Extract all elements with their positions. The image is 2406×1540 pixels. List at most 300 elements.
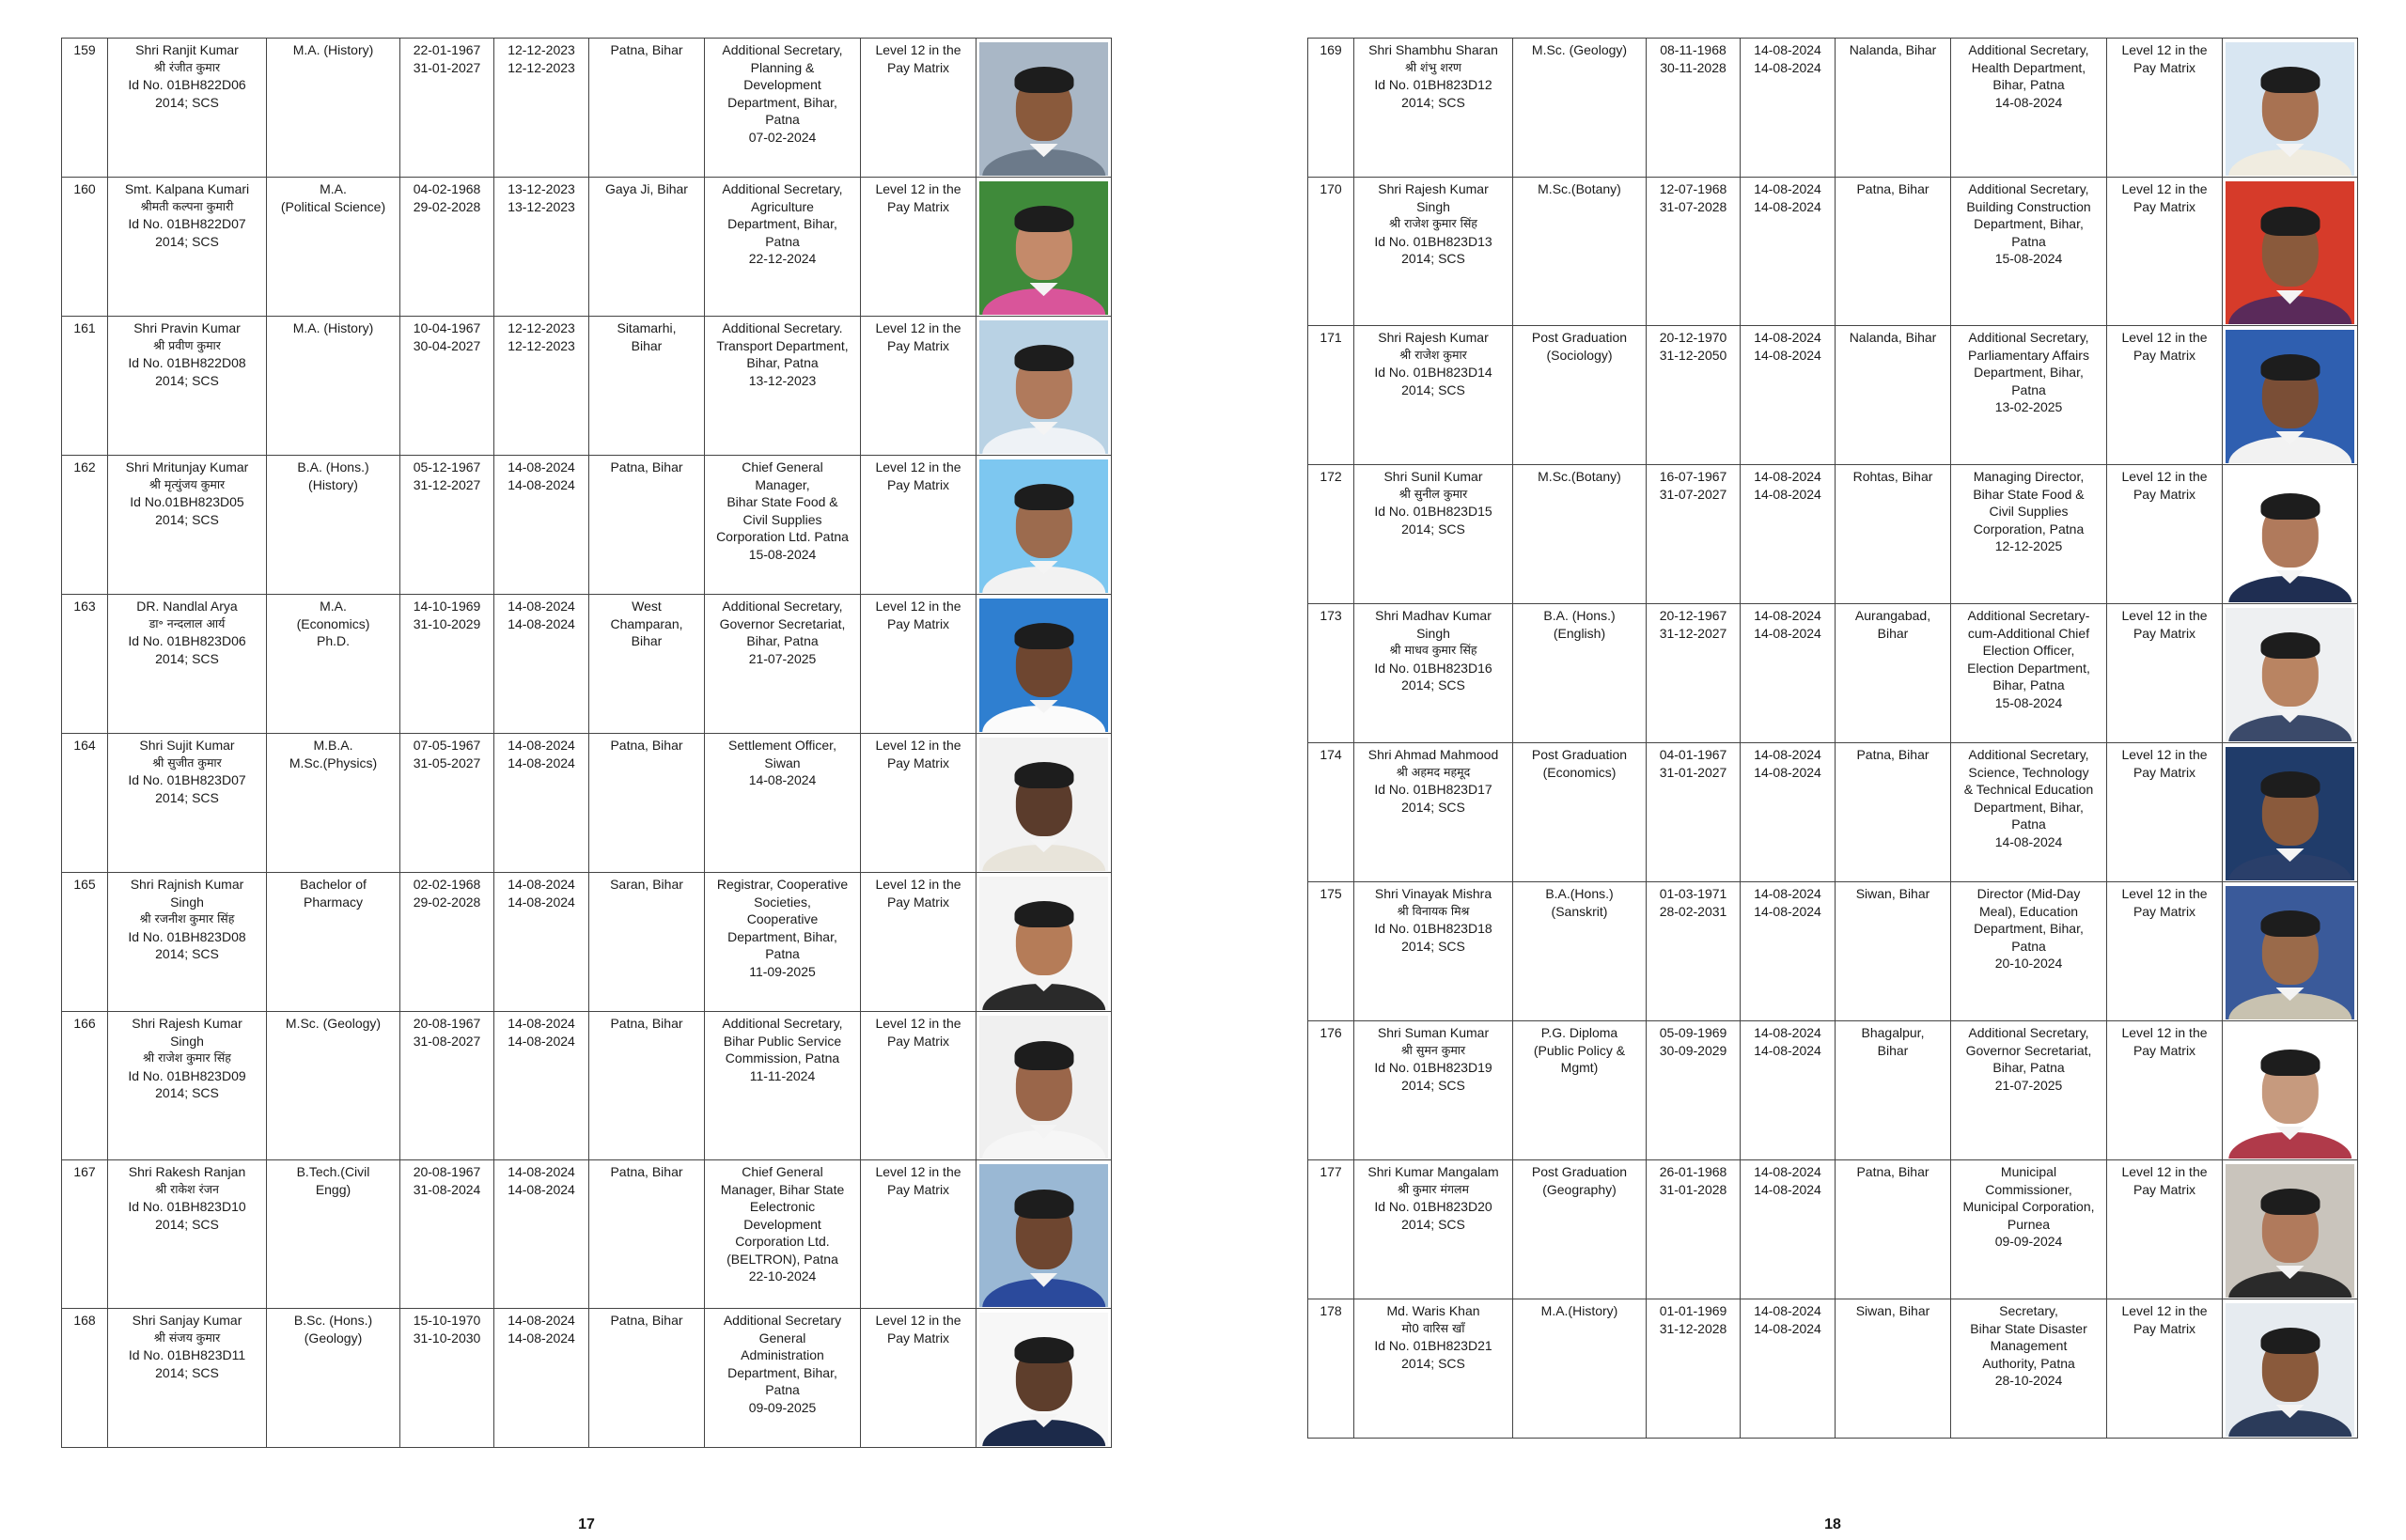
date-value: 14-08-2024 [1754, 764, 1821, 780]
home-district: Bihar [1877, 625, 1909, 641]
officer-name-hindi: श्री माधव कुमार सिंह [1389, 643, 1477, 657]
date-value: 14-08-2024 [508, 1313, 575, 1328]
qualification: B.A.(Hons.) [1545, 886, 1614, 901]
qualification-cell [267, 39, 400, 178]
home-district: Patna, Bihar [610, 738, 683, 753]
officer-id-number: Id No. 01BH823D17 [1374, 782, 1492, 797]
officer-name-hindi: श्री कुमार मंगलम [1398, 1181, 1469, 1196]
pay-level: Level 12 in the [2121, 330, 2208, 345]
photo-cell [976, 595, 1112, 734]
birth-retirement-date-cell [1647, 178, 1741, 326]
photo-cell [2223, 178, 2358, 326]
date-value: 14-08-2024 [508, 894, 575, 910]
qualification: (Economics) [1542, 764, 1617, 780]
current-posting: Development [743, 77, 821, 92]
photo-hair [2260, 1050, 2320, 1076]
photo-cell [2223, 743, 2358, 882]
photo-cell [2223, 1299, 2358, 1439]
current-posting: Patna [765, 233, 800, 249]
current-posting: Meal), Education [1978, 903, 2079, 919]
qualification: Post Graduation [1531, 330, 1628, 345]
current-posting: Corporation Ltd. Patna [716, 529, 849, 544]
serial-number: 159 [73, 42, 96, 57]
serial-number: 164 [73, 738, 96, 753]
date-value: 12-12-2023 [508, 59, 575, 75]
birth-retirement-date-cell [1647, 1299, 1741, 1439]
qualification-cell [1513, 1021, 1647, 1160]
current-posting-cell [705, 456, 861, 595]
qualification-cell [267, 1160, 400, 1309]
officer-id-number: Id No. 01BH823D16 [1374, 660, 1492, 676]
serial-number: 161 [73, 320, 96, 335]
date-value: 31-10-2030 [413, 1330, 481, 1346]
page-number: 17 [578, 1517, 595, 1532]
joining-date-cell [1741, 604, 1836, 743]
officer-name-cell [108, 1309, 267, 1448]
home-district: Patna, Bihar [610, 1016, 683, 1031]
serial-number: 170 [1320, 181, 1342, 196]
pay-level: Level 12 in the [2121, 42, 2208, 57]
officer-id-number: Id No. 01BH823D08 [128, 928, 246, 944]
pay-level-cell [861, 39, 976, 178]
officer-id-number: Id No. 01BH823D19 [1374, 1060, 1492, 1075]
current-posting: Managing Director, [1973, 469, 2085, 484]
date-value: 14-08-2024 [1754, 903, 1821, 919]
pay-level: Pay Matrix [886, 1033, 950, 1049]
document-page-18 [1307, 38, 2358, 1439]
joining-date-cell [494, 1012, 589, 1160]
qualification: (Economics) [296, 615, 370, 631]
pay-level-cell [2107, 39, 2223, 178]
pay-level: Level 12 in the [875, 738, 961, 753]
pay-level-cell [2107, 604, 2223, 743]
pay-level-cell [861, 456, 976, 595]
officer-photo [2226, 608, 2354, 741]
officer-name-cell [1354, 1299, 1513, 1439]
officer-photo [979, 320, 1108, 454]
serial-number: 176 [1320, 1025, 1342, 1040]
officer-batch: 2014; SCS [1401, 251, 1465, 266]
serial-number: 174 [1320, 747, 1342, 762]
joining-date-cell [1741, 326, 1836, 465]
qualification: Post Graduation [1531, 1164, 1628, 1179]
date-value: 02-02-1968 [413, 877, 481, 892]
officer-photo [2226, 469, 2354, 602]
officer-batch: 2014; SCS [1401, 1216, 1465, 1232]
officer-batch: 2014; SCS [155, 789, 219, 805]
serial-number-cell [62, 1160, 108, 1309]
current-posting-cell [705, 317, 861, 456]
serial-number-cell [1308, 1160, 1354, 1299]
photo-hair [1014, 762, 1073, 788]
home-district-cell [589, 734, 705, 873]
officer-id-number: Id No. 01BH823D15 [1374, 504, 1492, 519]
table-row [62, 873, 1112, 1012]
pay-level-cell [861, 317, 976, 456]
date-value: 28-02-2031 [1659, 903, 1727, 919]
current-posting: Bihar, Patna [1992, 77, 2065, 92]
officer-name-cell [108, 178, 267, 317]
date-value: 14-08-2024 [1754, 1181, 1821, 1197]
photo-cell [976, 873, 1112, 1012]
officer-photo [2226, 1164, 2354, 1298]
current-posting-cell [705, 595, 861, 734]
serial-number: 171 [1320, 330, 1342, 345]
pay-level: Level 12 in the [2121, 1303, 2208, 1318]
date-value: 14-08-2024 [1754, 59, 1821, 75]
current-posting: Agriculture [751, 198, 814, 214]
current-posting: Bihar State Food & [1973, 486, 2085, 502]
current-posting-cell [1951, 1160, 2107, 1299]
date-value: 14-08-2024 [508, 1181, 575, 1197]
current-posting: Bihar, Patna [746, 355, 819, 370]
date-value: 15-10-1970 [413, 1313, 481, 1328]
photo-hair [1014, 1337, 1073, 1363]
current-posting-cell [1951, 604, 2107, 743]
photo-hair [2260, 1328, 2320, 1354]
pay-level-cell [861, 1160, 976, 1309]
home-district: Sitamarhi, [617, 320, 677, 335]
home-district-cell [589, 178, 705, 317]
officer-name-hindi: श्रीमती कल्पना कुमारी [140, 198, 234, 213]
pay-level: Pay Matrix [886, 59, 950, 75]
home-district-cell [589, 1012, 705, 1160]
home-district-cell [1836, 743, 1951, 882]
current-posting: Commissioner, [1985, 1181, 2072, 1197]
date-value: 05-09-1969 [1659, 1025, 1727, 1040]
officer-name-cell [108, 1160, 267, 1309]
current-posting: Patna [2011, 938, 2046, 954]
home-district-cell [1836, 465, 1951, 604]
date-value: 14-08-2024 [508, 1330, 575, 1346]
date-value: 08-11-1968 [1660, 42, 1726, 57]
qualification-cell [267, 595, 400, 734]
pay-level: Pay Matrix [886, 1330, 950, 1346]
current-posting-cell [1951, 178, 2107, 326]
qualification: (Sanskrit) [1551, 903, 1608, 919]
current-posting: Department, Bihar, [1974, 799, 2084, 815]
birth-retirement-date-cell [1647, 882, 1741, 1021]
current-posting: Corporation, Patna [1973, 521, 2085, 537]
qualification: M.Sc. (Geology) [1531, 42, 1628, 57]
pay-level: Pay Matrix [2133, 486, 2196, 502]
home-district-cell [1836, 178, 1951, 326]
date-value: 14-08-2024 [508, 1033, 575, 1049]
current-posting: Additional Secretary- [1967, 608, 2090, 623]
table-row [62, 456, 1112, 595]
joining-date-cell [1741, 39, 1836, 178]
qualification-cell [267, 734, 400, 873]
officer-batch: 2014; SCS [1401, 94, 1465, 110]
joining-date-cell [494, 595, 589, 734]
photo-cell [976, 39, 1112, 178]
current-posting: 21-07-2025 [1994, 1077, 2063, 1093]
joining-date-cell [494, 39, 589, 178]
officer-name-hindi: श्री रंजीत कुमार [153, 59, 221, 74]
officer-photo [979, 42, 1108, 176]
home-district: Patna, Bihar [610, 1164, 683, 1179]
current-posting: General [758, 1330, 806, 1346]
qualification-cell [1513, 1299, 1647, 1439]
current-posting-cell [705, 1160, 861, 1309]
officer-batch: 2014; SCS [155, 650, 219, 666]
officer-id-number: Id No. 01BH823D11 [128, 1347, 246, 1362]
officer-batch: 2014; SCS [155, 372, 219, 388]
home-district: Bihar [1877, 1042, 1909, 1058]
officer-batch: 2014; SCS [155, 511, 219, 527]
pay-level: Pay Matrix [2133, 903, 2196, 919]
current-posting: Commission, Patna [725, 1050, 840, 1066]
officer-id-number: Id No. 01BH823D07 [128, 772, 246, 787]
pay-level: Pay Matrix [2133, 764, 2196, 780]
current-posting: 12-12-2025 [1994, 538, 2063, 553]
serial-number-cell [62, 595, 108, 734]
officer-name-hindi: श्री विनायक मिश्र [1397, 903, 1470, 918]
photo-hair [1014, 484, 1073, 510]
qualification: M.B.A. [313, 738, 353, 753]
date-value: 14-10-1969 [413, 599, 481, 614]
officer-id-number: Id No. 01BH823D14 [1374, 365, 1492, 380]
table-row [62, 1309, 1112, 1448]
date-value: 31-01-2027 [1659, 764, 1727, 780]
qualification-cell [1513, 882, 1647, 1021]
current-posting: Governor Secretariat, [1965, 1042, 2092, 1058]
pay-level: Pay Matrix [2133, 59, 2196, 75]
current-posting: Additional Secretary, [1968, 181, 2089, 196]
photo-cell [976, 1160, 1112, 1309]
current-posting: 15-08-2024 [1994, 251, 2063, 266]
birth-retirement-date-cell [400, 456, 494, 595]
qualification: (Public Policy & [1533, 1042, 1626, 1058]
officer-photo [2226, 1025, 2354, 1159]
table-row [1308, 1299, 2358, 1439]
photo-hair [2260, 67, 2320, 93]
current-posting: Eelectronic [749, 1199, 816, 1214]
home-district: Bihar [631, 633, 663, 648]
current-posting: Department, Bihar, [727, 1364, 837, 1380]
date-value: 31-01-2027 [413, 59, 481, 75]
pay-level: Level 12 in the [2121, 469, 2208, 484]
officer-name-hindi: श्री सुनील कुमार [1398, 486, 1468, 501]
photo-cell [976, 734, 1112, 873]
officer-name-hindi: श्री सुमन कुमार [1400, 1042, 1466, 1057]
serial-number-cell [62, 734, 108, 873]
current-posting: Patna [2011, 233, 2046, 249]
table-row [62, 734, 1112, 873]
officer-photo [979, 738, 1108, 871]
date-value: 14-08-2024 [1754, 198, 1821, 214]
officer-id-number: Id No. 01BH823D18 [1374, 921, 1492, 936]
serial-number-cell [1308, 465, 1354, 604]
joining-date-cell [494, 734, 589, 873]
photo-cell [2223, 604, 2358, 743]
officer-name-cell [108, 595, 267, 734]
pay-level-cell [2107, 178, 2223, 326]
officer-name: Singh [170, 894, 204, 910]
serial-number: 178 [1320, 1303, 1342, 1318]
officer-id-number: Id No. 01BH822D08 [128, 355, 246, 370]
qualification-cell [1513, 743, 1647, 882]
birth-retirement-date-cell [400, 595, 494, 734]
table-row [1308, 178, 2358, 326]
pay-level: Level 12 in the [2121, 886, 2208, 901]
joining-date-cell [1741, 1021, 1836, 1160]
pay-level-cell [861, 1309, 976, 1448]
current-posting: 20-10-2024 [1994, 956, 2063, 971]
officer-batch: 2014; SCS [1401, 1077, 1465, 1093]
qualification-cell [1513, 604, 1647, 743]
current-posting: Patna [765, 112, 800, 127]
officer-name-cell [108, 873, 267, 1012]
current-posting: Patna [765, 946, 800, 961]
serial-number-cell [1308, 604, 1354, 743]
current-posting: Building Construction [1966, 198, 2091, 214]
qualification-cell [1513, 326, 1647, 465]
current-posting-cell [1951, 326, 2107, 465]
qualification: M.Sc.(Botany) [1538, 469, 1621, 484]
officer-name-cell [108, 39, 267, 178]
pay-level-cell [861, 595, 976, 734]
current-posting: 13-02-2025 [1994, 399, 2063, 414]
current-posting: Director (Mid-Day [1976, 886, 2081, 901]
current-posting-cell [1951, 1021, 2107, 1160]
date-value: 30-09-2029 [1659, 1042, 1727, 1058]
photo-cell [2223, 1021, 2358, 1160]
date-value: 20-08-1967 [413, 1164, 481, 1179]
current-posting: Cooperative [746, 911, 819, 926]
birth-retirement-date-cell [400, 178, 494, 317]
current-posting: Department, Bihar, [1974, 216, 2084, 231]
serial-number: 165 [73, 877, 96, 892]
qualification-cell [267, 1309, 400, 1448]
current-posting: 15-08-2024 [748, 546, 817, 562]
qualification: (English) [1553, 625, 1606, 641]
photo-cell [976, 1309, 1112, 1448]
photo-hair [1014, 345, 1073, 371]
photo-cell [2223, 882, 2358, 1021]
photo-hair [1014, 623, 1073, 649]
pay-level-cell [2107, 1021, 2223, 1160]
date-value: 31-08-2027 [413, 1033, 481, 1049]
date-value: 31-12-2050 [1659, 347, 1727, 363]
current-posting: 22-10-2024 [748, 1268, 817, 1283]
current-posting: Siwan [764, 754, 801, 770]
officer-photo [2226, 747, 2354, 880]
officer-batch: 2014; SCS [1401, 938, 1465, 954]
current-posting: 21-07-2025 [748, 650, 817, 666]
home-district-cell [1836, 882, 1951, 1021]
current-posting: Planning & [750, 59, 815, 75]
pay-level: Level 12 in the [875, 599, 961, 614]
qualification-cell [1513, 465, 1647, 604]
officer-name: Singh [170, 1033, 204, 1049]
current-posting: Department, Bihar, [1974, 365, 2084, 380]
date-value: 14-08-2024 [1754, 1303, 1821, 1318]
birth-retirement-date-cell [400, 1309, 494, 1448]
officer-photo [2226, 330, 2354, 463]
current-posting: Additional Secretary, [1968, 42, 2089, 57]
date-value: 14-08-2024 [1754, 347, 1821, 363]
joining-date-cell [1741, 882, 1836, 1021]
officer-batch: 2014; SCS [1401, 677, 1465, 692]
table-row [62, 317, 1112, 456]
joining-date-cell [494, 873, 589, 1012]
officer-batch: 2014; SCS [155, 1216, 219, 1232]
home-district-cell [1836, 604, 1951, 743]
home-district-cell [1836, 1160, 1951, 1299]
current-posting: Registrar, Cooperative [716, 877, 849, 892]
current-posting: Election Officer, [1982, 643, 2075, 658]
officer-name-cell [1354, 465, 1513, 604]
serial-number-cell [1308, 326, 1354, 465]
joining-date-cell [494, 1309, 589, 1448]
table-row [1308, 39, 2358, 178]
officer-batch: 2014; SCS [1401, 381, 1465, 397]
serial-number: 177 [1320, 1164, 1342, 1179]
date-value: 10-04-1967 [413, 320, 481, 335]
current-posting: Municipal [2000, 1164, 2057, 1179]
home-district-cell [1836, 1299, 1951, 1439]
photo-hair [1014, 901, 1073, 927]
officer-name-cell [1354, 1021, 1513, 1160]
current-posting: Administration [741, 1347, 824, 1362]
date-value: 04-02-1968 [413, 181, 481, 196]
birth-retirement-date-cell [1647, 604, 1741, 743]
current-posting: Health Department, [1971, 59, 2086, 75]
officer-name-hindi: श्री अहमद महमूद [1396, 764, 1471, 779]
serial-number-cell [1308, 743, 1354, 882]
pay-level: Pay Matrix [2133, 198, 2196, 214]
current-posting: Additional Secretary. [722, 320, 843, 335]
current-posting: Bihar, Patna [746, 633, 819, 648]
serial-number: 166 [73, 1016, 96, 1031]
serial-number-cell [62, 178, 108, 317]
current-posting: Science, Technology [1968, 764, 2089, 780]
date-value: 12-07-1968 [1659, 181, 1727, 196]
officer-photo [979, 599, 1108, 732]
current-posting: & Technical Education [1963, 782, 2094, 797]
photo-cell [976, 456, 1112, 595]
serial-number-cell [1308, 178, 1354, 326]
home-district-cell [589, 873, 705, 1012]
current-posting: 14-08-2024 [748, 772, 817, 787]
date-value: 14-08-2024 [508, 738, 575, 753]
pay-level: Pay Matrix [886, 754, 950, 770]
photo-cell [2223, 1160, 2358, 1299]
pay-level-cell [2107, 743, 2223, 882]
qualification: (History) [308, 476, 358, 492]
pay-level-cell [861, 873, 976, 1012]
pay-level: Pay Matrix [2133, 625, 2196, 641]
current-posting: Chief General [742, 459, 823, 474]
current-posting: Settlement Officer, [728, 738, 836, 753]
home-district: West [632, 599, 662, 614]
date-value: 12-12-2023 [508, 320, 575, 335]
date-value: 14-08-2024 [508, 459, 575, 474]
serial-number-cell [1308, 1299, 1354, 1439]
current-posting: Manager, [755, 476, 810, 492]
officer-name: DR. Nandlal Arya [136, 599, 238, 614]
photo-hair [2260, 493, 2320, 520]
home-district: Patna, Bihar [610, 1313, 683, 1328]
birth-retirement-date-cell [1647, 326, 1741, 465]
date-value: 31-12-2027 [1659, 625, 1727, 641]
qualification: Pharmacy [303, 894, 364, 910]
current-posting-cell [705, 734, 861, 873]
current-posting: Municipal Corporation, [1962, 1199, 2095, 1214]
officer-photo [979, 1164, 1108, 1307]
officer-name: Shri Rakesh Ranjan [128, 1164, 246, 1179]
